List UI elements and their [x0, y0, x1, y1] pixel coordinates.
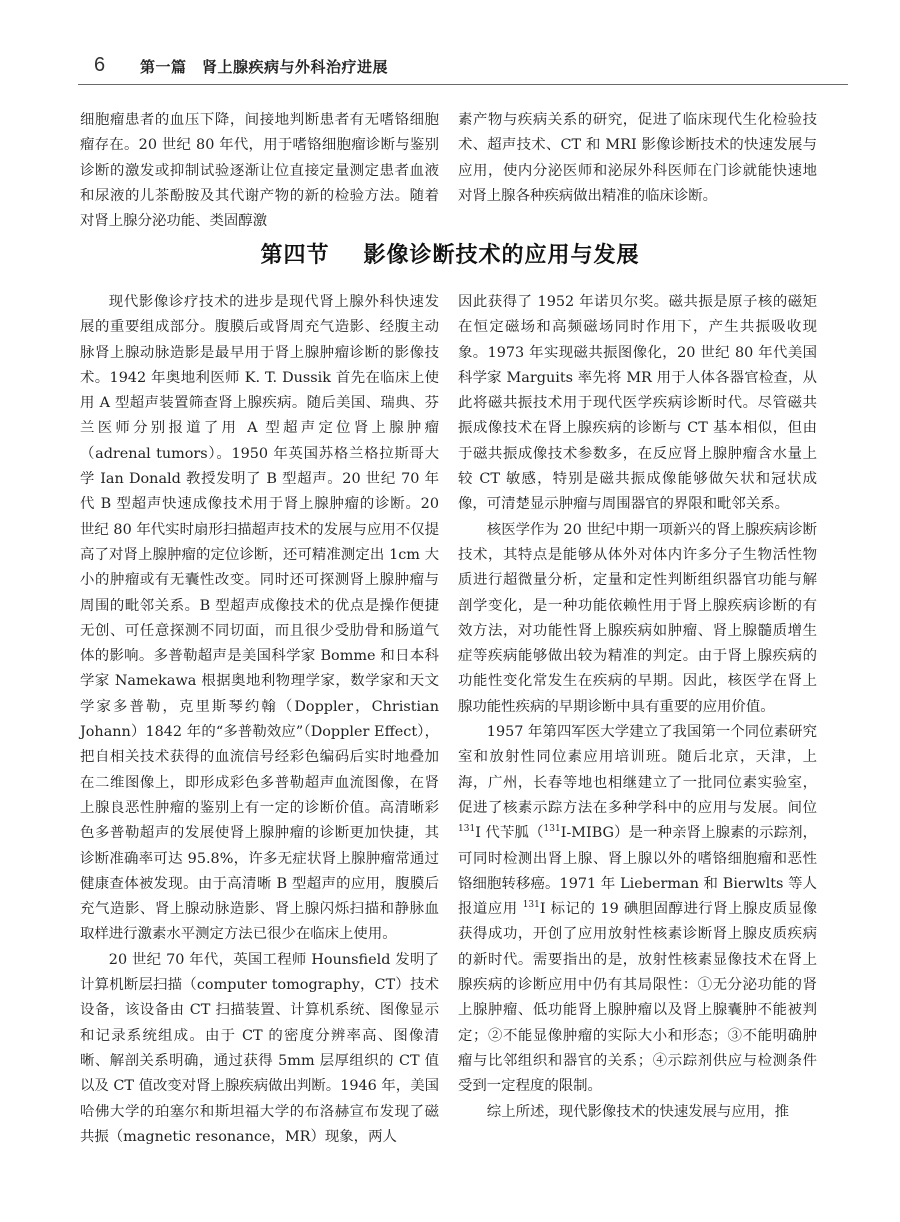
right-column	[458, 290, 817, 1125]
section-title: 影像诊断技术的应用与发展	[363, 243, 640, 268]
paragraph-summary: 综上所述，现代影像技术的快速发展与应用，推	[486, 1103, 790, 1120]
paragraph-mr-continued: 因此获得了 1952 年诺贝尔奖。磁共振是原子核的磁矩在恒定磁场和高频磁场同时作用下，产生共振吸收现象。1973 年实现磁共振图像化，20 世纪 80 年代美国科学家 Marguits 率先将 MR 用于人体各器官检查，从此将磁共振技术用于现代医学疾病诊断时代。尽管磁共振成像技术在肾上腺疾病的诊断与 CT 基本相似，但由于磁共振成像技术参数多，在反应肾上腺肿瘤含水量上较 CT 敏感，特别是磁共振成像能够做矢状和冠状成像，可清楚显示肿瘤与周围器官的界限和毗邻关系。	[458, 294, 817, 513]
paragraph-imaging-history: 现代影像诊疗技术的进步是现代肾上腺外科快速发展的重要组成部分。腹膜后或肾周充气造影、经腹主动脉肾上腺动脉造影是最早用于肾上腺肿瘤诊断的影像技术。1942 年奥地利医师 K. T. Dussik 首先在临床上使用 A 型超声装置筛查肾上腺疾病。随后美国、瑞典、芬兰医师分别报道了用 A 型超声定位肾上腺肿瘤（adrenal tumors）。1950 年英国苏格兰格拉斯哥大学 Ian Donald 教授发明了 B 型超声。20 世纪 70 年代 B 型超声快速成像技术用于肾上腺肿瘤的诊断。20 世纪 80 年代实时扇形扫描超声技术的发展与应用不仅提高了对肾上腺肿瘤的定位诊断，还可精准测定出 1cm 大小的肿瘤或有无囊性改变。同时还可探测肾上腺肿瘤与周围的毗邻关系。B 型超声成像技术的优点是操作便捷无创、可任意探测不同切面，而且很少受肋骨和肠道气体的影响。多普勒超声是美国科学家 Bomme 和日本科学家 Namekawa 根据奥地利物理学家，数学家和天文学家多普勒，克里斯琴约翰（Doppler，Christian Johann）1842 年的“多普勒效应”（Doppler Effect），把自相关技术获得的血流信号经彩色编码后实时地叠加在二维图像上，即形成彩色多普勒超声血流图像，在肾上腺良恶性肿瘤的鉴别上有一定的诊断价值。高清晰彩色多普勒超声的发展使肾上腺肿瘤的诊断更加快捷，其诊断准确率可达 95.8%，许多无症状肾上腺肿瘤常通过健康查体被发现。由于高清晰 B 型超声的应用，腹膜后充气造影、肾上腺动脉造影、肾上腺闪烁扫描和静脉血取样进行激素水平测定方法已很少在临床上使用。	[80, 294, 439, 943]
left-column	[80, 290, 439, 1150]
paragraph-ct-mr: 20 世纪 70 年代，英国工程师 Hounsfield 发明了计算机断层扫描（computer tomography，CT）技术设备，该设备由 CT 扫描装置、计算机系统、图像显示和记录系统组成。由于 CT 的密度分辨率高、图像清晰、解剖关系明确，通过获得 5mm 层厚组织的 CT 值以及 CT 值改变对肾上腺疾病做出判断。1946 年，美国哈佛大学的珀塞尔和斯坦福大学的布洛赫宣布发现了磁共振（magnetic resonance，MR）现象，两人	[80, 951, 439, 1145]
paragraph-nuclear-medicine: 核医学作为 20 世纪中期一项新兴的肾上腺疾病诊断技术，其特点是能够从体外对体内许多分子生物活性物质进行超微量分析，定量和定性判断组织器官功能与解剖学变化，是一种功能依赖性用于肾上腺疾病诊断的有效方法，对功能性肾上腺疾病如肿瘤、肾上腺髓质增生症等疾病能够做出较为精准的判定。由于肾上腺疾病的功能性变化常发生在疾病的早期。因此，核医学在肾上腺功能性疾病的早期诊断中具有重要的应用价值。	[458, 521, 817, 715]
paragraph: 细胞瘤患者的血压下降，间接地判断患者有无嗜铬细胞瘤存在。20 世纪 80 年代，用于嗜铬细胞瘤诊断与鉴别诊断的激发或抑制试验逐渐让位直接定量测定患者血液和尿液的儿茶酚胺及其代谢产物的新的检验方法。随着对肾上腺分泌功能、类固醇激	[80, 112, 439, 230]
header-rule	[78, 84, 848, 85]
section-heading	[0, 238, 900, 269]
page-header	[78, 50, 848, 90]
paragraph-1957: 1957 年第四军医大学建立了我国第一个同位素研究室和放射性同位素应用培训班。随后北京，天津，上海，广州，长春等地也相继建立了一批同位素实验室，促进了核素示踪方法在多种学科中的应用与发展。间位 $^{131}$I 代苄胍（$^{131}$I-MIBG）是一种亲肾上腺素的示踪剂，可同时检测出肾上腺、肾上腺以外的嗜铬细胞瘤和恶性铬细胞转移癌。1971 年 Lieberman 和 Bierwlts 等人报道应用 $^{131}$I 标记的 19 碘胆固醇进行肾上腺皮质显像获得成功，开创了应用放射性核素诊断肾上腺皮质疾病的新时代。需要指出的是，放射性核素显像技术在肾上腺疾病的诊断应用中仍有其局限性：①无分泌功能的肾上腺肿瘤、低功能肾上腺肿瘤以及肾上腺囊肿不能被判定；②不能显像肿瘤的实际大小和形态；③不能明确肿瘤与比邻组织和器官的关系；④示踪剂供应与检测条件受到一定程度的限制。	[458, 724, 817, 1095]
running-title: 第一篇 肾上腺疾病与外科治疗进展	[140, 58, 389, 76]
top-right-text	[458, 108, 817, 209]
top-left-text	[80, 108, 439, 234]
paragraph: 素产物与疾病关系的研究，促进了临床现代生化检验技术、超声技术、CT 和 MRI 影像诊断技术的快速发展与应用，使内分泌医师和泌尿外科医师在门诊就能快速地对肾上腺各种疾病做出精准的临床诊断。	[458, 112, 817, 204]
section-number: 第四节	[260, 243, 330, 268]
page-number: 6	[94, 54, 106, 76]
